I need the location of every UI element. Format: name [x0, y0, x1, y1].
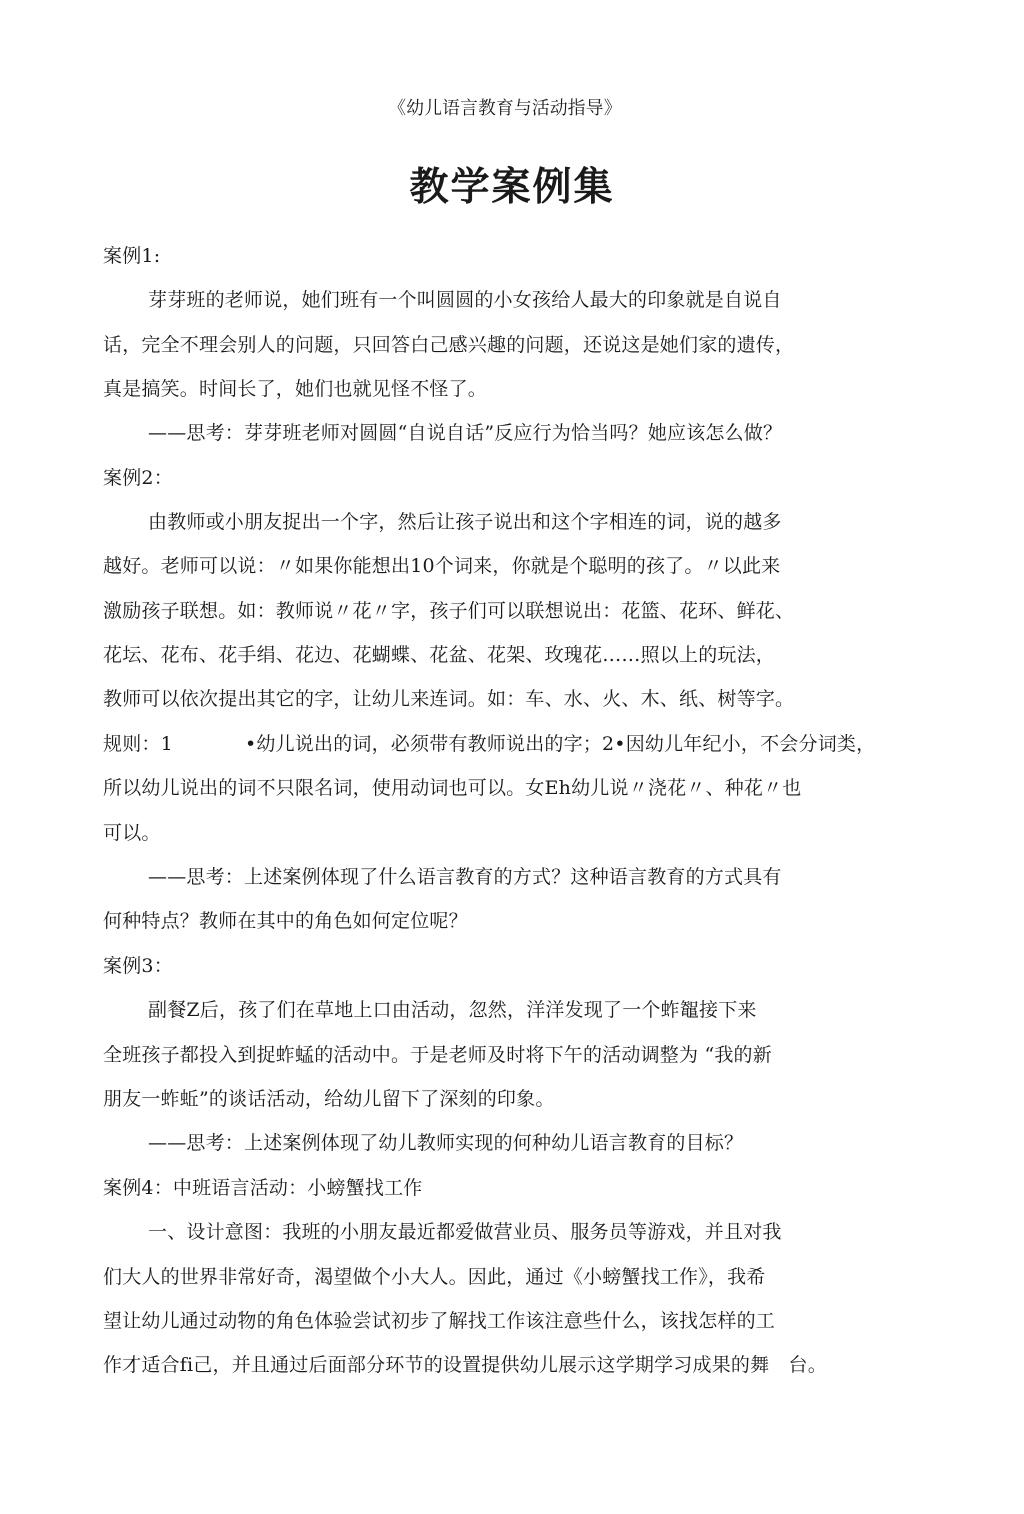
case-3-paragraph-line: 全班孩子都投入到捉蚱蜢的活动中。于是老师及时将下午的活动调整为 “我的新 [103, 1044, 772, 1066]
case-2-paragraph-line: 花坛、花布、花手绢、花边、花蝴蝶、花盆、花架、玫瑰花……照以上的玩法， [103, 644, 776, 666]
case-2-rule-text: •幼儿说出的词，必须带有教师说出的字；2•因幼儿年纪小，不会分词类， [245, 733, 876, 755]
book-subtitle: 《幼儿语言教育与活动指导》 [388, 98, 622, 119]
case-1-heading: 案例1: [103, 245, 161, 267]
case-4-paragraph-line: 们大人的世界非常好奇，渴望做个小大人。因此，通过《小螃蟹找工作》，我希 [103, 1266, 766, 1288]
case-2-paragraph-line: 所以幼儿说出的词不只限名词，使用动词也可以。女Eh幼儿说〃浇花〃、种花〃也 [103, 777, 802, 799]
case-2-paragraph-line: 越好。老师可以说：〃如果你能想出10个词来，你就是个聪明的孩了。〃以此来 [103, 555, 781, 577]
case-2-question: ——思考：上述案例体现了什么语言教育的方式？这种语言教育的方式具有 [148, 866, 782, 888]
case-2-paragraph-line: 可以。 [103, 822, 161, 844]
case-3-paragraph-line: 朋友一蚱蚯”的谈话活动，给幼儿留下了深刻的印象。 [103, 1088, 555, 1110]
case-3-question: ——思考：上述案例体现了幼儿教师实现的何种幼儿语言教育的目标？ [148, 1132, 744, 1154]
case-2-paragraph-line: 教师可以依次提出其它的字，让幼儿来连词。如：车、水、火、木、纸、树等字。 [103, 688, 795, 710]
case-3-heading: 案例3： [103, 955, 173, 977]
case-2-rule-label: 规则：1 [103, 733, 173, 755]
case-3-paragraph-line: 副餐Z后，孩了们在草地上口由活动，忽然，洋洋发现了一个蚱鼅接下来 [148, 999, 757, 1021]
page-title: 教学案例集 [409, 165, 615, 210]
case-2-heading: 案例2： [103, 467, 173, 489]
case-1-paragraph-line: 话，完全不理会别人的问题，只回答白己感兴趣的问题，还说这是她们家的遗传， [103, 334, 795, 356]
case-1-question: ——思考：芽芽班老师对圆圆“自说自话”反应行为恰当吗？她应该怎么做？ [148, 422, 783, 444]
case-4-paragraph-line: 作才适合fi己，并且通过后面部分环节的设置提供幼儿展示这学期学习成果的舞 台。 [103, 1354, 827, 1376]
case-4-heading: 案例4：中班语言活动：小螃蟹找工作 [103, 1177, 423, 1199]
case-4-paragraph-line: 一、设计意图：我班的小朋友最近都爱做营业员、服务员等游戏，并且对我 [148, 1221, 782, 1243]
case-1-paragraph-line: 芽芽班的老师说，她们班有一个叫圆圆的小女孩给人最大的印象就是自说自 [148, 289, 782, 311]
case-1-paragraph-line: 真是搞笑。时间长了，她们也就见怪不怪了。 [103, 378, 488, 400]
case-2-paragraph-line: 由教师或小朋友捉出一个字，然后让孩子说出和这个字相连的词，说的越多 [148, 511, 782, 533]
case-2-question: 何种特点？教师在其中的角色如何定位呢？ [103, 910, 468, 932]
case-2-paragraph-line: 激励孩子联想。如：教师说〃花〃字，孩子们可以联想说出：花篮、花环、鲜花、 [103, 600, 795, 622]
case-4-paragraph-line: 望让幼儿通过动物的角色体验尝试初步了解找工作该注意些什么，该找怎样的工 [103, 1310, 776, 1332]
